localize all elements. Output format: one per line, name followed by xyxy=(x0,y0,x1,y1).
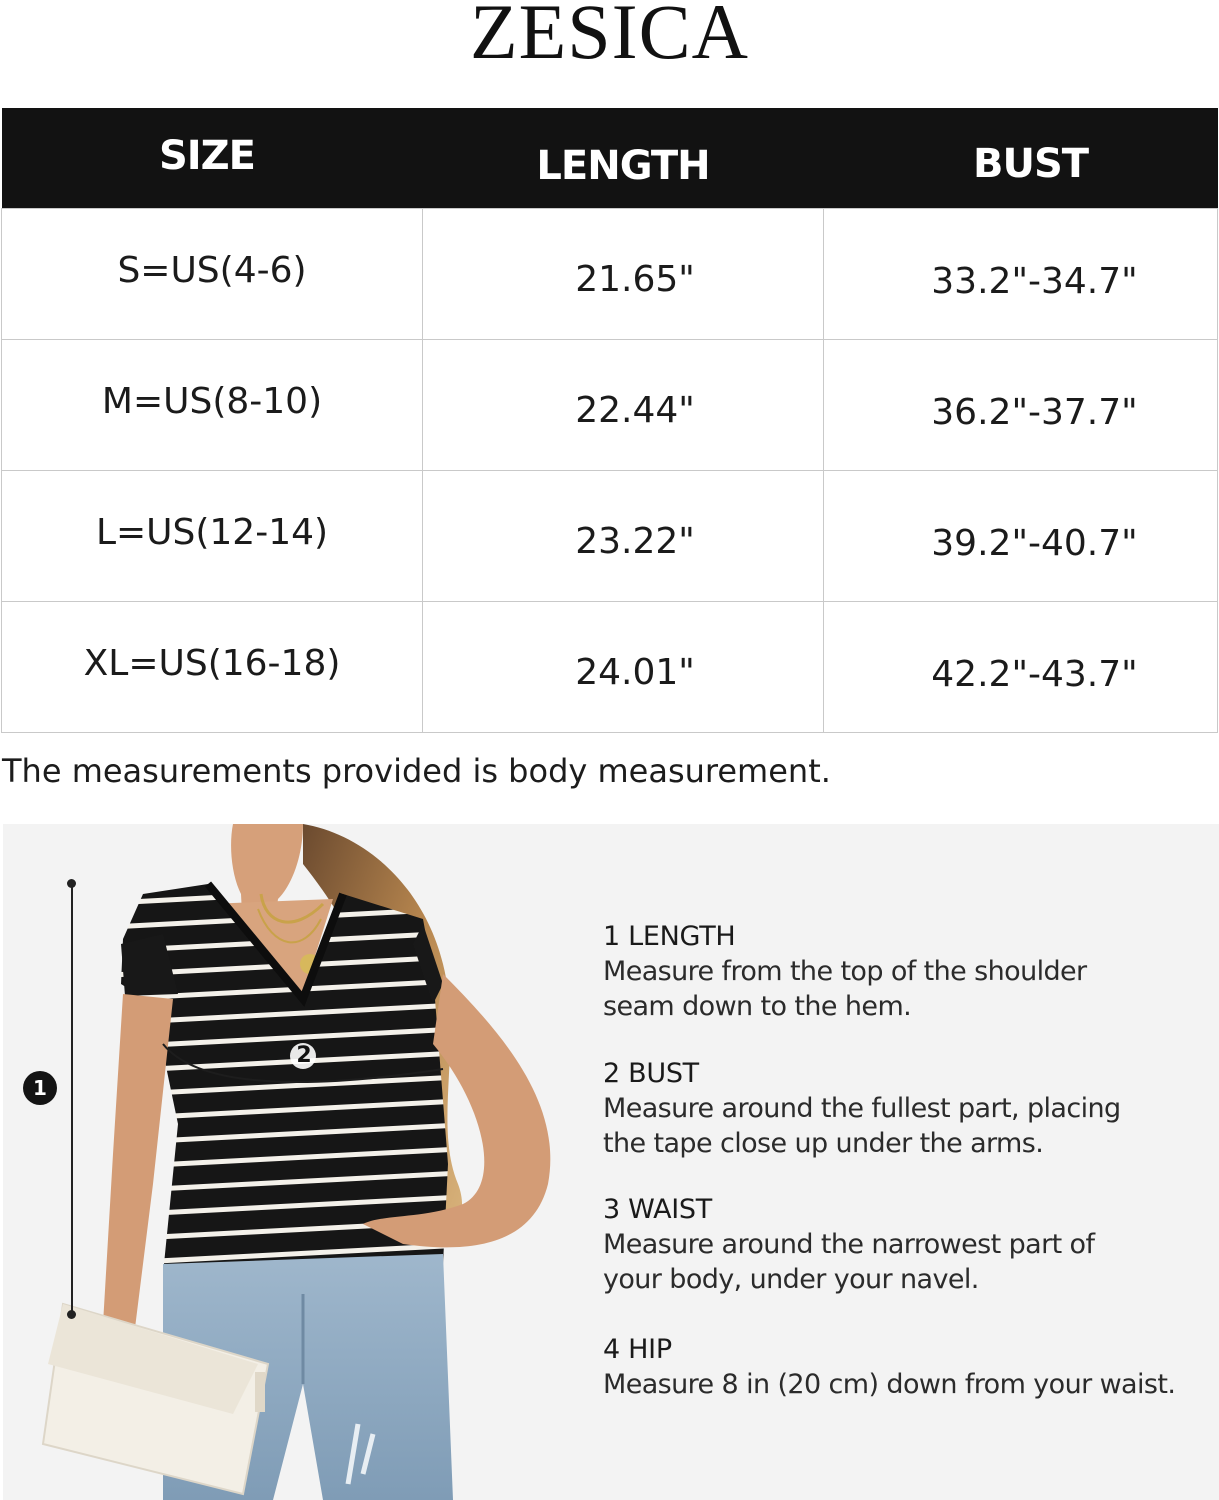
instruction-waist xyxy=(603,1193,1203,1297)
instruction-length xyxy=(603,920,1203,1024)
length-marker-badge: 1 xyxy=(23,1071,57,1105)
cell-size: M=US(8-10) xyxy=(2,339,423,470)
instruction-title: 1 LENGTH xyxy=(603,921,736,952)
instruction-desc-line: Measure around the fullest part, placing xyxy=(603,1093,1121,1124)
header-length: LENGTH xyxy=(423,108,824,208)
cell-size: S=US(4-6) xyxy=(2,208,423,339)
cell-bust: 36.2"-37.7" xyxy=(824,339,1218,470)
instruction-desc-line: the tape close up under the arms. xyxy=(603,1128,1044,1159)
table-row xyxy=(2,208,1218,339)
cell-bust: 42.2"-43.7" xyxy=(824,601,1218,732)
instruction-desc-line: Measure 8 in (20 cm) down from your waist. xyxy=(603,1369,1176,1400)
instruction-hip xyxy=(603,1333,1203,1402)
measurement-note: The measurements provided is body measurement. xyxy=(2,752,831,790)
model-photo xyxy=(3,824,603,1500)
cell-length: 21.65" xyxy=(423,208,824,339)
header-bust: BUST xyxy=(824,108,1218,208)
length-measure-top-dot xyxy=(67,879,76,888)
table-header-row xyxy=(2,108,1218,208)
instruction-desc-line: Measure around the narrowest part of xyxy=(603,1229,1095,1260)
table-row xyxy=(2,601,1218,732)
cell-bust: 33.2"-34.7" xyxy=(824,208,1218,339)
cell-size: L=US(12-14) xyxy=(2,470,423,601)
length-measure-bottom-dot xyxy=(67,1310,76,1319)
measuring-guide-panel xyxy=(3,824,1219,1500)
brand-logo: ZESICA xyxy=(470,0,749,75)
cell-bust: 39.2"-40.7" xyxy=(824,470,1218,601)
cell-length: 24.01" xyxy=(423,601,824,732)
instruction-bust xyxy=(603,1057,1203,1161)
table-row xyxy=(2,339,1218,470)
bust-marker-badge: 2 xyxy=(296,1043,312,1068)
length-measure-line xyxy=(71,883,73,1313)
cell-size: XL=US(16-18) xyxy=(2,601,423,732)
instruction-title: 2 BUST xyxy=(603,1058,699,1089)
table-row xyxy=(2,470,1218,601)
instruction-title: 4 HIP xyxy=(603,1334,672,1365)
cell-length: 23.22" xyxy=(423,470,824,601)
header-size: SIZE xyxy=(2,108,423,208)
instruction-desc-line: seam down to the hem. xyxy=(603,991,912,1022)
instruction-desc-line: Measure from the top of the shoulder xyxy=(603,956,1087,987)
instruction-desc-line: your body, under your navel. xyxy=(603,1264,979,1295)
cell-length: 22.44" xyxy=(423,339,824,470)
size-chart-table xyxy=(1,108,1218,733)
instruction-title: 3 WAIST xyxy=(603,1194,712,1225)
